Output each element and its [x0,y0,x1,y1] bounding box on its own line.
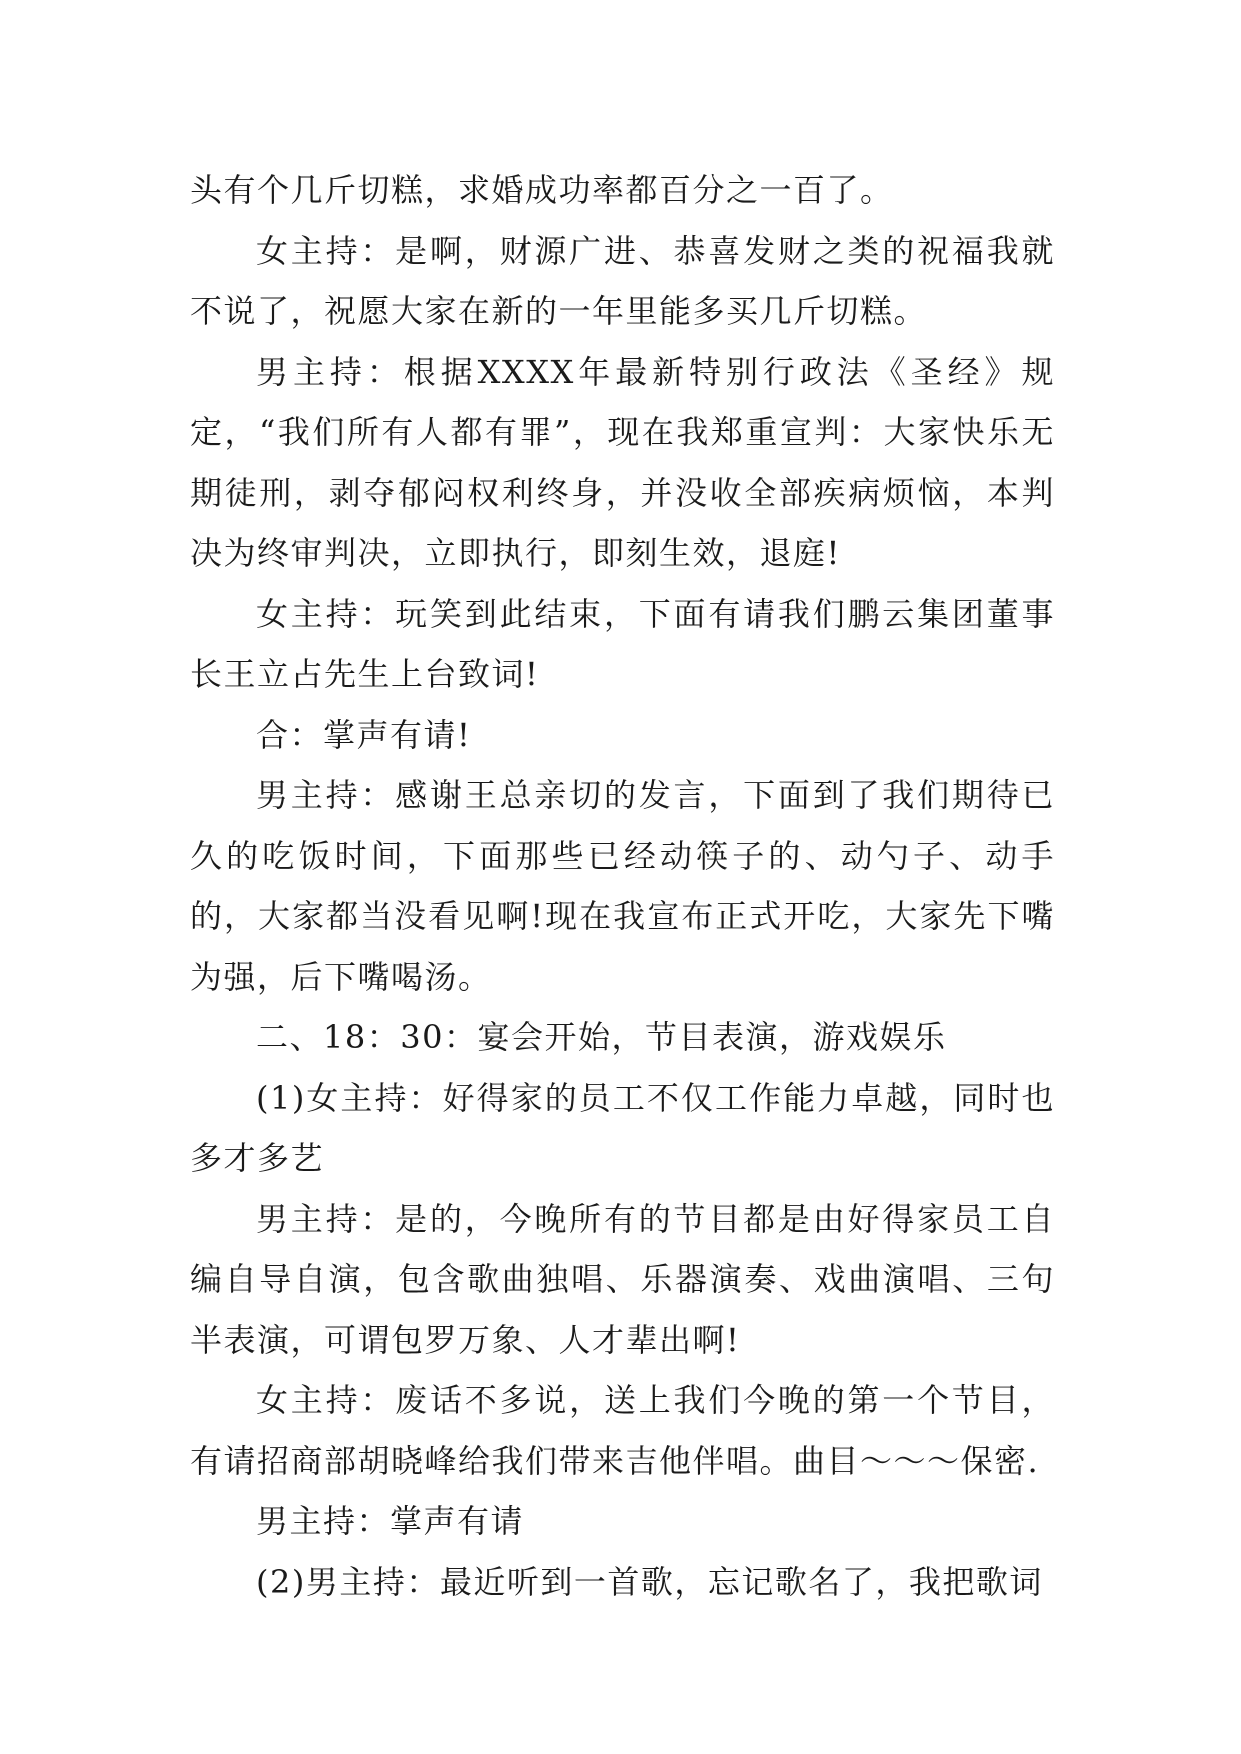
section-heading: 二、18：30：宴会开始，节目表演，游戏娱乐 [256,1018,947,1056]
paragraph-5: 合：掌声有请! [256,715,472,754]
paragraph-11: 男主持：掌声有请 [256,1502,525,1540]
paragraph-8: (1)女主持：好得家的员工不仅工作能力卓越，同时也多才多艺 [190,1078,1055,1177]
paragraph-1: 头有个几斤切糕，求婚成功率都百分之一百了。 [190,171,894,209]
paragraph-6: 男主持：感谢王总亲切的发言，下面到了我们期待已久的吃饭时间，下面那些已经动筷子的、动勺子、动手的，大家都当没看见啊!现在我宣布正式开吃，大家先下嘴为强，后下嘴喝汤。 [190,776,1055,996]
paragraph-10: 女主持：废话不多说，送上我们今晚的第一个节目，有请招商部胡晓峰给我们带来吉他伴唱。曲目～～～保密. [190,1381,1055,1480]
paragraph-2: 女主持：是啊，财源广进、恭喜发财之类的祝福我就不说了，祝愿大家在新的一年里能多买几斤切糕。 [190,231,1055,330]
document-body [190,160,1055,1612]
paragraph-4: 女主持：玩笑到此结束，下面有请我们鹏云集团董事长王立占先生上台致词! [190,594,1055,693]
paragraph-3: 男主持：根据XXXX年最新特别行政法《圣经》规定，“我们所有人都有罪”，现在我郑重宣判：大家快乐无期徒刑，剥夺郁闷权利终身，并没收全部疾病烦恼，本判决为终审判决，立即执行，即刻生效，退庭! [190,352,1055,572]
paragraph-9: 男主持：是的，今晚所有的节目都是由好得家员工自编自导自演，包含歌曲独唱、乐器演奏、戏曲演唱、三句半表演，可谓包罗万象、人才辈出啊! [190,1199,1055,1359]
paragraph-12: (2)男主持：最近听到一首歌，忘记歌名了，我把歌词 [256,1562,1043,1601]
